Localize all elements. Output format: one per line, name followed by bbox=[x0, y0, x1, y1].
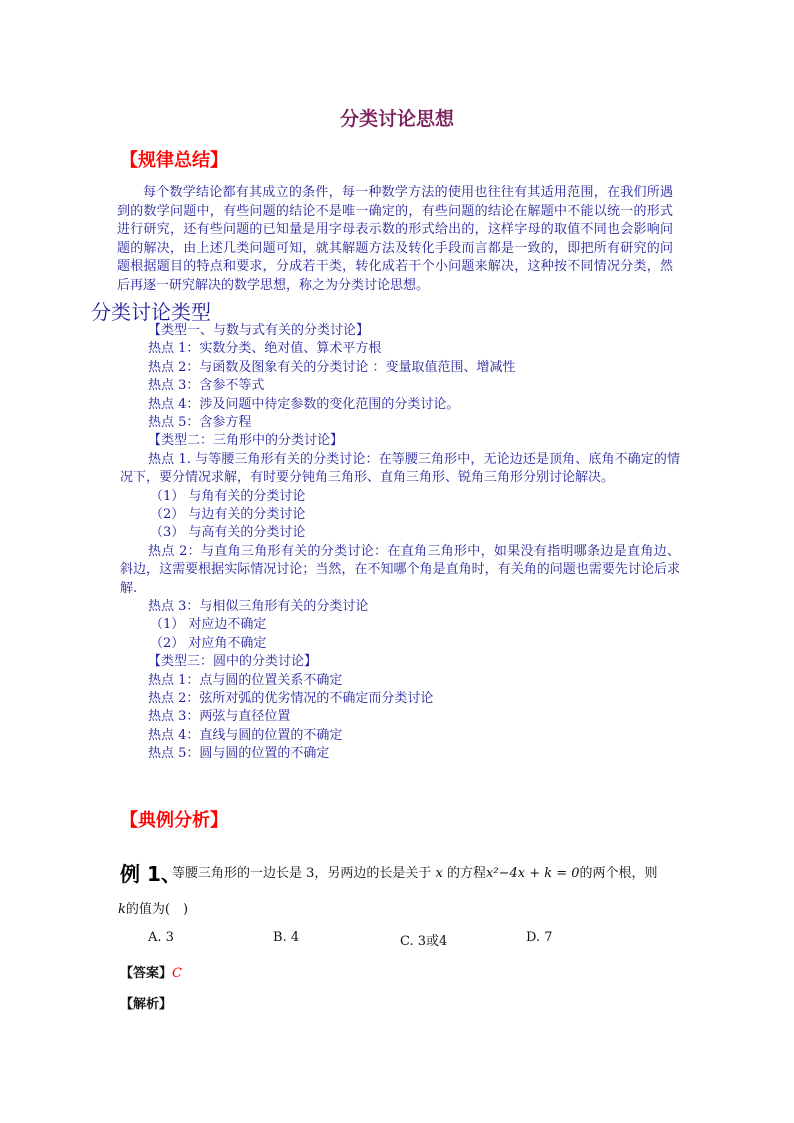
hotspot-line: 热点 3：两弦与直径位置 bbox=[148, 709, 291, 725]
analysis-label: 【解析】 bbox=[120, 997, 173, 1012]
hotspot-paragraph: 热点 2：与直角三角形有关的分类讨论：在直角三角形中，如果没有指明哪条边是直角边、斜边，这需要根据实际情况讨论；当然，在不知哪个角是直角时，有关角的问题也需要先讨论后求解. bbox=[120, 543, 680, 596]
hotspot-line: 热点 4：直线与圆的位置的不确定 bbox=[148, 727, 343, 743]
sub-item: （2） 对应角不确定 bbox=[150, 635, 267, 651]
hotspot-line: 热点 3：含参不等式 bbox=[148, 378, 265, 394]
answer-label: 【答案】 bbox=[120, 966, 173, 981]
question-text: 的值为( ) bbox=[125, 902, 189, 917]
example-1-question bbox=[172, 862, 658, 881]
types-list bbox=[120, 322, 680, 763]
hotspot-line: 热点 5：含参方程 bbox=[148, 414, 252, 430]
answer-line bbox=[120, 962, 182, 981]
example-1-label: 例 1、 bbox=[120, 862, 181, 886]
hotspot-line: 热点 2：弦所对弧的优劣情况的不确定而分类讨论 bbox=[148, 690, 434, 706]
type-2-heading: 【类型二：三角形中的分类讨论】 bbox=[148, 433, 344, 449]
equation: x²−4x + k = 0 bbox=[486, 866, 580, 881]
question-text: 的两个根，则 bbox=[579, 866, 658, 881]
examples-heading: 【典例分析】 bbox=[120, 810, 228, 831]
variable-k: k bbox=[118, 902, 126, 917]
type-1-heading: 【类型一、与数与式有关的分类讨论】 bbox=[148, 323, 370, 338]
hotspot-paragraph: 热点 1. 与等腰三角形有关的分类讨论：在等腰三角形中，无论边还是顶角、底角不确定的情况下，要分情况求解，有时要分钝角三角形、直角三角形、锐角三角形分别讨论解决。 bbox=[120, 451, 680, 486]
sub-item: （1） 与角有关的分类讨论 bbox=[150, 488, 306, 504]
type-3-heading: 【类型三：圆中的分类讨论】 bbox=[148, 654, 318, 670]
question-text: 等腰三角形的一边长是 3，另两边的长是关于 bbox=[172, 866, 436, 881]
hotspot-line: 热点 3：与相似三角形有关的分类讨论 bbox=[148, 598, 369, 614]
sub-item: （3） 与高有关的分类讨论 bbox=[150, 525, 306, 541]
option-b: B. 4 bbox=[273, 930, 300, 945]
example-1-question-cont bbox=[118, 898, 188, 917]
answer-value: C bbox=[172, 966, 182, 981]
page-title: 分类讨论思想 bbox=[339, 108, 454, 130]
option-c: C. 3或4 bbox=[400, 934, 448, 949]
option-d: D. 7 bbox=[526, 930, 553, 945]
hotspot-line: 热点 1：点与圆的位置关系不确定 bbox=[148, 672, 343, 688]
hotspot-line: 热点 2：与函数及图象有关的分类讨论 ：变量取值范围、增减性 bbox=[148, 359, 516, 375]
sub-item: （2） 与边有关的分类讨论 bbox=[150, 506, 306, 522]
variable-x: x bbox=[435, 866, 443, 881]
hotspot-line: 热点 5：圆与圆的位置的不确定 bbox=[148, 746, 330, 762]
summary-heading: 【规律总结】 bbox=[120, 150, 228, 171]
question-text: 的方程 bbox=[442, 866, 487, 881]
sub-item: （1） 对应边不确定 bbox=[150, 617, 267, 633]
summary-paragraph: 每个数学结论都有其成立的条件，每一种数学方法的使用也往往有其适用范围，在我们所遇到的数学问题中，有些问题的结论不是唯一确定的，有些问题的结论在解题中不能以统一的形式进行研究，还有些问题的已知量是用字母表示数的形式给出的，这样字母的取值不同也会影响问题的解决，由上述几类问题可知，就其解题方法及转化手段而言都是一致的，即把所有研究的问题根据题目的特点和要求，分成若干类，转化成若干个小问题来解决，这种按不同情况分类，然后再逐一研究解决的数学思想，称之为分类讨论思想。 bbox=[117, 185, 673, 293]
hotspot-line: 热点 1：实数分类、绝对值、算术平方根 bbox=[148, 341, 382, 357]
types-heading: 分类讨论类型 bbox=[91, 300, 211, 324]
hotspot-line: 热点 4：涉及问题中待定参数的变化范围的分类讨论。 bbox=[148, 396, 460, 412]
option-a: A. 3 bbox=[148, 930, 174, 945]
